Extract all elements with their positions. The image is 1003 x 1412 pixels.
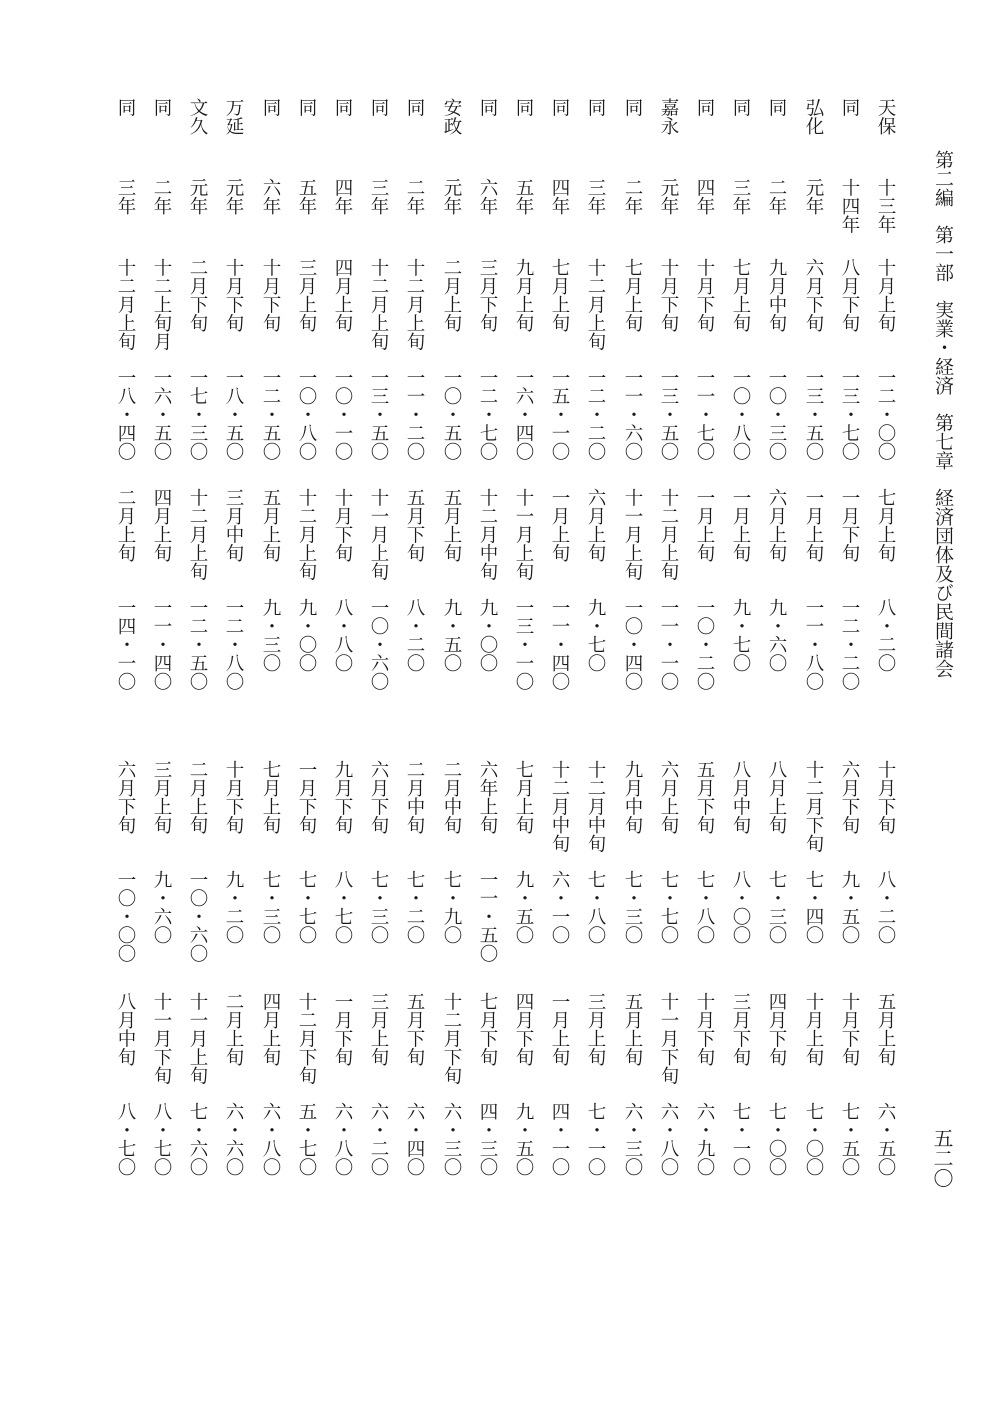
cell-year: 二年 [151,178,172,215]
cell-m2: 三月中旬 [223,488,244,562]
table-row [178,98,216,698]
cell-v2: 一二・二〇 [839,598,860,691]
cell-m3: 十月下旬 [223,760,244,834]
cell-m4: 五月上旬 [622,992,643,1066]
cell-m4: 一月上旬 [549,992,570,1066]
table-row [721,760,759,1230]
cell-era: 天保 [875,98,896,135]
table-row [794,760,832,1230]
cell-v4: 六・六〇 [223,1102,244,1176]
cell-m1: 二月下旬 [187,258,208,332]
table-row [178,760,216,1230]
cell-m3: 二月中旬 [404,760,425,834]
table-row [359,98,397,698]
cell-v3: 八・二〇 [875,870,896,944]
cell-m3: 六月下旬 [368,760,389,834]
table-row [106,760,144,1230]
table-row [830,760,868,1230]
cell-year: 三年 [115,178,136,215]
cell-m1: 七月上旬 [622,258,643,332]
cell-v2: 九・五〇 [441,598,462,672]
cell-year: 十四年 [839,178,860,234]
cell-v1: 一五・一〇 [549,368,570,461]
table-row [757,98,795,698]
cell-v3: 一一・五〇 [477,870,498,963]
cell-v1: 一〇・五〇 [441,368,462,461]
cell-m3: 二月上旬 [187,760,208,834]
cell-m3: 十二月中旬 [549,760,570,853]
header-subject: 実業・経済 [932,300,954,395]
cell-v3: 七・三〇 [260,870,281,944]
table-row [106,98,144,698]
cell-era: 同 [332,98,353,117]
cell-year: 元年 [223,178,244,215]
cell-year: 四年 [549,178,570,215]
cell-era: 同 [404,98,425,117]
cell-m3: 六月上旬 [658,760,679,834]
cell-m4: 三月下旬 [730,992,751,1066]
cell-v4: 六・八〇 [658,1102,679,1176]
cell-v3: 七・三〇 [622,870,643,944]
cell-v1: 一八・四〇 [115,368,136,461]
cell-m2: 四月上旬 [151,488,172,562]
cell-v4: 七・一〇 [730,1102,751,1176]
table-row [468,760,506,1230]
cell-m3: 八月上旬 [766,760,787,834]
cell-v1: 一三・五〇 [658,368,679,461]
cell-v2: 八・八〇 [332,598,353,672]
cell-era: 弘化 [803,98,824,135]
cell-m4: 十一月上旬 [187,992,208,1085]
cell-year: 元年 [658,178,679,215]
cell-m3: 六年上旬 [477,760,498,834]
cell-v1: 一一・六〇 [622,368,643,461]
cell-v1: 一〇・八〇 [296,368,317,461]
cell-m4: 七月下旬 [477,992,498,1066]
cell-v2: 一二・五〇 [187,598,208,691]
cell-v2: 一〇・四〇 [622,598,643,691]
cell-v2: 九・〇〇 [477,598,498,672]
table-row [142,98,180,698]
cell-m2: 十二月中旬 [477,488,498,581]
cell-m4: 四月下旬 [513,992,534,1066]
cell-m4: 十二月下旬 [441,992,462,1085]
cell-m2: 六月上旬 [585,488,606,562]
cell-v4: 四・一〇 [549,1102,570,1176]
cell-m4: 十二月下旬 [296,992,317,1085]
cell-v3: 七・三〇 [368,870,389,944]
cell-year: 元年 [803,178,824,215]
table-row [468,98,506,698]
cell-v4: 六・三〇 [622,1102,643,1176]
cell-m3: 五月下旬 [694,760,715,834]
cell-era: 同 [151,98,172,117]
cell-year: 五年 [296,178,317,215]
cell-v1: 一一・七〇 [694,368,715,461]
cell-v1: 一七・三〇 [187,368,208,461]
cell-v4: 六・五〇 [875,1102,896,1176]
cell-m1: 十二月上旬 [404,258,425,351]
cell-v1: 一三・七〇 [839,368,860,461]
cell-v2: 一〇・二〇 [694,598,715,691]
cell-v3: 九・五〇 [839,870,860,944]
cell-v4: 六・八〇 [260,1102,281,1176]
cell-m3: 六月下旬 [839,760,860,834]
cell-v2: 九・六〇 [766,598,787,672]
header-part: 第二編 [932,150,954,207]
cell-era: 万延 [223,98,244,135]
cell-v3: 九・二〇 [223,870,244,944]
cell-era: 同 [477,98,498,117]
table-row [359,760,397,1230]
cell-v4: 九・五〇 [513,1102,534,1176]
cell-v1: 一一・二〇 [404,368,425,461]
cell-v1: 一三・五〇 [803,368,824,461]
cell-era: 同 [694,98,715,117]
cell-m1: 九月上旬 [513,258,534,332]
table-row [323,98,361,698]
running-header [917,150,957,710]
cell-v4: 六・四〇 [404,1102,425,1176]
cell-v2: 一三・一〇 [513,598,534,691]
table-row [323,760,361,1230]
table-row [287,760,325,1230]
table-row [794,98,832,698]
cell-era: 同 [296,98,317,117]
cell-v1: 一〇・三〇 [766,368,787,461]
cell-m4: 十一月下旬 [151,992,172,1085]
cell-m4: 十月上旬 [803,992,824,1066]
table-row [757,760,795,1230]
cell-era: 同 [115,98,136,117]
cell-era: 同 [585,98,606,117]
cell-v2: 一四・一〇 [115,598,136,691]
cell-m4: 一月下旬 [332,992,353,1066]
table-row [613,98,651,698]
cell-m1: 十二月上旬 [368,258,389,351]
cell-v4: 六・九〇 [694,1102,715,1176]
cell-m4: 三月上旬 [368,992,389,1066]
cell-v2: 九・七〇 [730,598,751,672]
cell-year: 十三年 [875,178,896,234]
table-row [685,98,723,698]
cell-v3: 一〇・〇〇 [115,870,136,963]
cell-m2: 五月上旬 [260,488,281,562]
cell-v3: 八・〇〇 [730,870,751,944]
cell-year: 四年 [332,178,353,215]
cell-v3: 七・八〇 [694,870,715,944]
cell-era: 同 [622,98,643,117]
cell-v3: 七・二〇 [404,870,425,944]
table-row [395,98,433,698]
cell-m1: 十二上旬月 [151,258,172,351]
cell-era: 同 [730,98,751,117]
cell-m2: 十一月上旬 [368,488,389,581]
cell-era: 安政 [441,98,462,135]
cell-year: 元年 [187,178,208,215]
cell-year: 元年 [441,178,462,215]
cell-m1: 九月中旬 [766,258,787,332]
cell-v1: 一二・二〇 [585,368,606,461]
cell-m1: 十月上旬 [875,258,896,332]
cell-m3: 三月上旬 [151,760,172,834]
table-row [142,760,180,1230]
cell-m2: 十二月上旬 [658,488,679,581]
cell-m2: 二月上旬 [115,488,136,562]
cell-m3: 十二月中旬 [585,760,606,853]
cell-m4: 五月上旬 [875,992,896,1066]
cell-m1: 十月下旬 [694,258,715,332]
cell-m4: 十一月下旬 [658,992,679,1085]
cell-m4: 三月上旬 [585,992,606,1066]
cell-m3: 七月上旬 [260,760,281,834]
table-row [540,760,578,1230]
cell-v2: 一一・四〇 [151,598,172,691]
cell-era: 文久 [187,98,208,135]
cell-v2: 一〇・六〇 [368,598,389,691]
cell-m3: 十二月下旬 [803,760,824,853]
cell-m2: 十月下旬 [332,488,353,562]
cell-m1: 八月下旬 [839,258,860,332]
table-row [830,98,868,698]
cell-v1: 一六・四〇 [513,368,534,461]
cell-v1: 一六・五〇 [151,368,172,461]
cell-v4: 七・一〇 [585,1102,606,1176]
cell-v4: 六・二〇 [368,1102,389,1176]
cell-year: 二年 [404,178,425,215]
cell-v3: 一〇・六〇 [187,870,208,963]
cell-m2: 十一月上旬 [622,488,643,581]
cell-m1: 六月下旬 [803,258,824,332]
cell-v4: 四・三〇 [477,1102,498,1176]
cell-v1: 一三・五〇 [368,368,389,461]
cell-m4: 五月下旬 [404,992,425,1066]
table-row [576,98,614,698]
cell-m3: 六月下旬 [115,760,136,834]
cell-v1: 一二・七〇 [477,368,498,461]
table-row [576,760,614,1230]
cell-era: 同 [549,98,570,117]
table-row [613,760,651,1230]
header-chapter-title: 経済団体及び民間諸会 [932,488,954,678]
cell-v1: 一〇・一〇 [332,368,353,461]
cell-v3: 七・七〇 [658,870,679,944]
cell-m1: 十月下旬 [260,258,281,332]
cell-m1: 七月上旬 [549,258,570,332]
table-row [432,760,470,1230]
cell-m1: 三月上旬 [296,258,317,332]
cell-m4: 十月下旬 [839,992,860,1066]
cell-v4: 七・〇〇 [803,1102,824,1176]
cell-era: 嘉永 [658,98,679,135]
cell-m2: 一月下旬 [839,488,860,562]
cell-v4: 七・五〇 [839,1102,860,1176]
cell-m3: 二月中旬 [441,760,462,834]
cell-v4: 五・七〇 [296,1102,317,1176]
cell-v1: 一〇・八〇 [730,368,751,461]
table-row [287,98,325,698]
table-row [251,98,289,698]
cell-v2: 八・二〇 [404,598,425,672]
cell-m4: 十月下旬 [694,992,715,1066]
header-chapter: 第七章 [932,413,954,470]
cell-era: 同 [839,98,860,117]
cell-m2: 十一月上旬 [513,488,534,581]
table-row [214,98,252,698]
cell-m3: 一月下旬 [296,760,317,834]
cell-v3: 七・八〇 [585,870,606,944]
cell-v1: 一二・五〇 [260,368,281,461]
cell-m1: 十月下旬 [658,258,679,332]
cell-m1: 四月上旬 [332,258,353,332]
cell-m3: 八月中旬 [730,760,751,834]
table-row [214,760,252,1230]
cell-v2: 九・三〇 [260,598,281,672]
table-row [866,760,904,1230]
table-row [432,98,470,698]
cell-v4: 七・〇〇 [766,1102,787,1176]
cell-v2: 八・二〇 [875,598,896,672]
table-row [649,98,687,698]
cell-m3: 九月下旬 [332,760,353,834]
cell-v3: 九・五〇 [513,870,534,944]
cell-m2: 七月上旬 [875,488,896,562]
table-row [395,760,433,1230]
cell-v4: 八・七〇 [151,1102,172,1176]
cell-v2: 一一・八〇 [803,598,824,691]
table-row [721,98,759,698]
cell-v3: 七・九〇 [441,870,462,944]
cell-m1: 二月上旬 [441,258,462,332]
cell-v3: 九・六〇 [151,870,172,944]
cell-m4: 四月下旬 [766,992,787,1066]
cell-m4: 二月上旬 [223,992,244,1066]
cell-v2: 一二・八〇 [223,598,244,691]
cell-v4: 八・七〇 [115,1102,136,1176]
table-row [251,760,289,1230]
table-row [866,98,904,698]
cell-m2: 十二月上旬 [187,488,208,581]
cell-year: 三年 [368,178,389,215]
cell-year: 四年 [694,178,715,215]
cell-v4: 六・三〇 [441,1102,462,1176]
cell-m1: 十二月上旬 [585,258,606,351]
cell-m2: 一月上旬 [730,488,751,562]
cell-v4: 七・六〇 [187,1102,208,1176]
cell-era: 同 [260,98,281,117]
cell-year: 三年 [730,178,751,215]
cell-m2: 五月下旬 [404,488,425,562]
cell-era: 同 [513,98,534,117]
header-section: 第一部 [932,225,954,282]
cell-v1: 一八・五〇 [223,368,244,461]
cell-year: 五年 [513,178,534,215]
cell-v2: 一一・四〇 [549,598,570,691]
cell-v1: 一二・〇〇 [875,368,896,461]
cell-year: 六年 [260,178,281,215]
cell-m3: 九月中旬 [622,760,643,834]
cell-m3: 十月下旬 [875,760,896,834]
cell-era: 同 [368,98,389,117]
cell-v3: 七・七〇 [296,870,317,944]
cell-v2: 一一・一〇 [658,598,679,691]
cell-m4: 八月中旬 [115,992,136,1066]
table-row [540,98,578,698]
table-row [685,760,723,1230]
cell-m1: 十二月上旬 [115,258,136,351]
cell-m2: 六月上旬 [766,488,787,562]
cell-v3: 七・四〇 [803,870,824,944]
cell-v2: 九・七〇 [585,598,606,672]
cell-m1: 七月上旬 [730,258,751,332]
table-row [504,98,542,698]
cell-year: 二年 [622,178,643,215]
cell-v3: 六・一〇 [549,870,570,944]
cell-v3: 八・七〇 [332,870,353,944]
cell-m2: 十二月上旬 [296,488,317,581]
cell-v2: 九・〇〇 [296,598,317,672]
cell-era: 同 [766,98,787,117]
table-row [649,760,687,1230]
cell-m2: 一月上旬 [694,488,715,562]
cell-m1: 十月下旬 [223,258,244,332]
cell-m1: 三月下旬 [477,258,498,332]
cell-m2: 一月上旬 [803,488,824,562]
cell-year: 三年 [585,178,606,215]
cell-year: 六年 [477,178,498,215]
cell-year: 二年 [766,178,787,215]
cell-m4: 四月上旬 [260,992,281,1066]
cell-m3: 七月上旬 [513,760,534,834]
cell-v4: 六・八〇 [332,1102,353,1176]
page-number: 五二〇 [930,1128,954,1188]
cell-m2: 五月上旬 [441,488,462,562]
table-row [504,760,542,1230]
cell-m2: 一月上旬 [549,488,570,562]
cell-v3: 七・三〇 [766,870,787,944]
